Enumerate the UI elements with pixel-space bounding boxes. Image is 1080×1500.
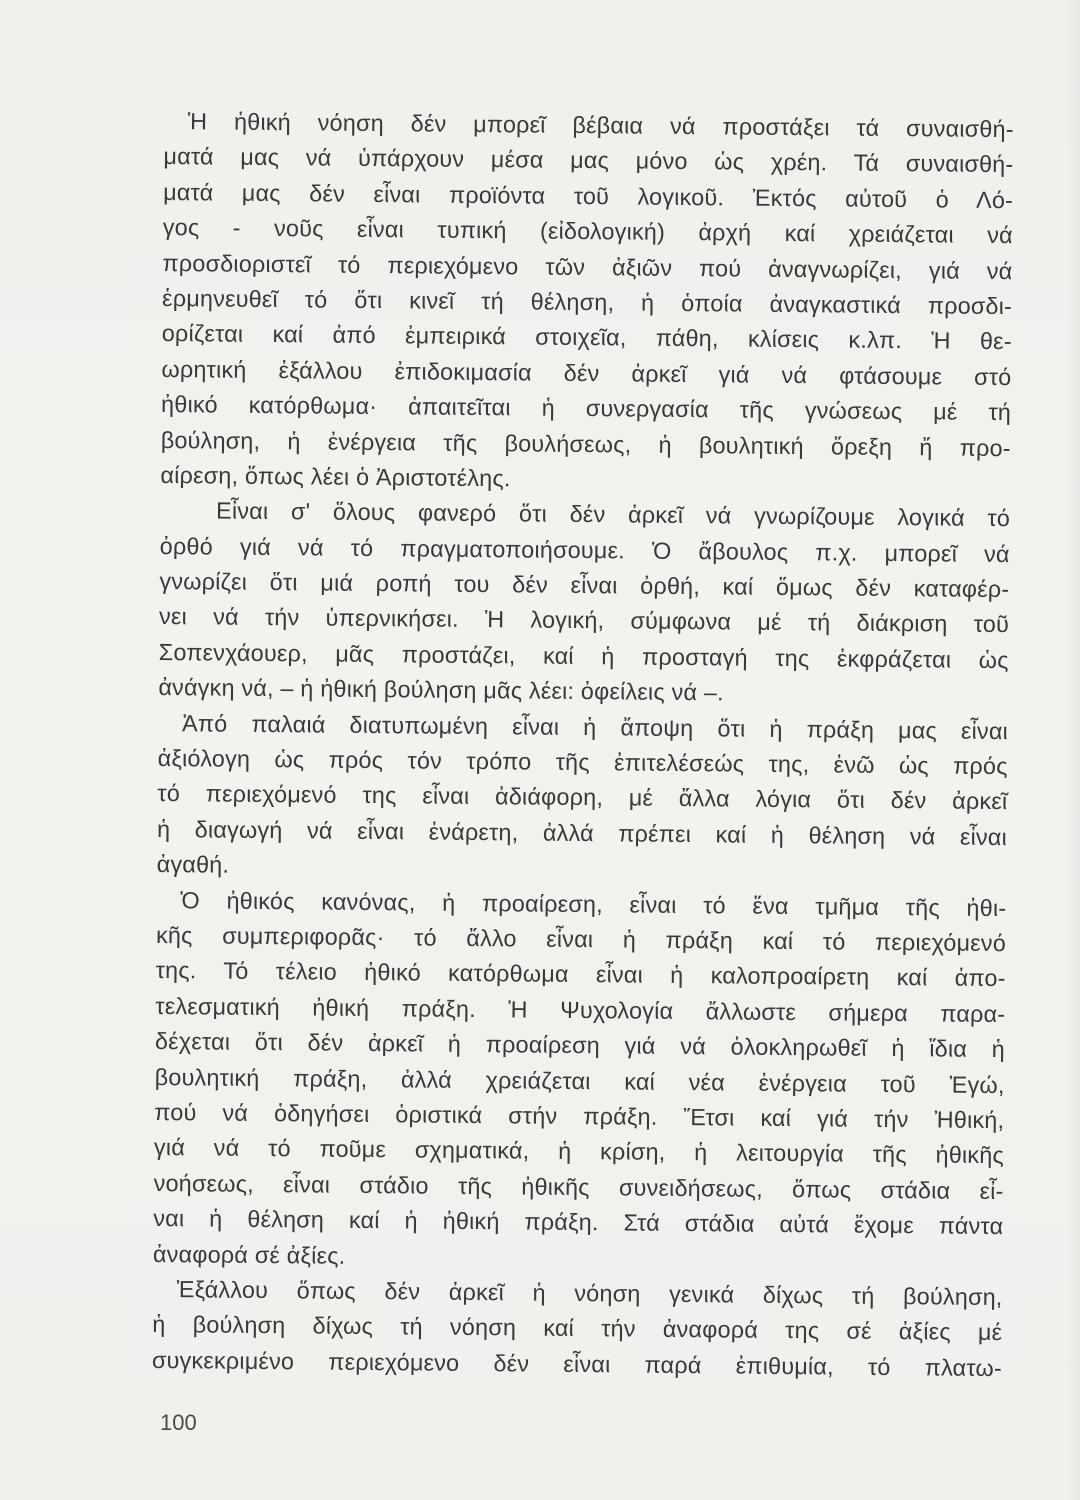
text-line: ἀξιόλογη ὡς πρός τόν τρόπο τῆς ἐπιτελέσεώς της, ἐνῶ ὡς πρός (157, 745, 1008, 780)
text-line: κῆς συμπεριφορᾶς· τό ἄλλο εἶναι ἡ πράξη καί τό περιεχόμενό (155, 921, 1007, 957)
text-line: Ἀπό παλαιά διατυπωμένη εἶναι ἡ ἄποψη ὅτι ἡ πράξη μας εἶναι (181, 709, 1009, 744)
paragraph-1 (160, 104, 1014, 501)
text-line: ἀνάγκη νά, – ἡ ἠθική βούληση μᾶς λέει: ὀφείλεις νά –. (158, 674, 724, 706)
text-line: ναι ἡ θέληση καί ἡ ἠθική πράξη. Στά στάδια αὐτά ἔχομε πάντα (153, 1205, 1004, 1240)
text-line: ὀρθό γιά νά τό πραγματοποιήσουμε. Ὁ ἄβουλος π.χ. μπορεῖ νά (159, 532, 1010, 567)
text-line: γνωρίζει ὅτι μιά ροπή του δέν εἶναι ὀρθή, καί ὅμως δέν καταφέρ- (159, 568, 1010, 603)
text-line: αίρεση, ὅπως λέει ὁ Ἀριστοτέλης. (160, 461, 511, 492)
text-line: δέχεται ὅτι δέν ἀρκεῖ ἡ προαίρεση γιά νά ὁλοκληρωθεῖ ἡ ἴδια ἡ (154, 1028, 1006, 1063)
text-line: ωρητική ἐξάλλου ἐπιδοκιμασία δέν ἀρκεῖ γιά νά φτάσουμε στό (161, 355, 1012, 390)
text-line: ματά μας δέν εἶναι προϊόντα τοῦ λογικοῦ. Ἐκτός αὐτοῦ ὁ Λό- (163, 178, 1014, 213)
text-line: Ἡ ἠθική νόηση δέν μπορεῖ βέβαια νά προστάξει τά συναισθή- (187, 108, 1014, 143)
text-line: ἡ βούληση δίχως τή νόηση καί τήν ἀναφορά της σέ ἀξίες μέ (152, 1311, 1003, 1346)
paragraph-3 (157, 706, 1009, 891)
text-line: πού νά ὁδηγήσει ὁριστικά στήν πράξη. Ἔτσι καί γιά τήν Ἠθική, (154, 1098, 1005, 1134)
body-text (152, 104, 1014, 1386)
text-line: της. Τό τέλειο ἠθικό κατόρθωμα εἶναι ἡ καλοπροαίρετη καί ἀπο- (155, 957, 1006, 992)
text-line: νοήσεως, εἶναι στάδιο τῆς ἠθικῆς συνειδήσεως, ὅπως στάδια εἶ- (153, 1169, 1004, 1204)
text-line: ματά μας νά ὑπάρχουν μέσα μας μόνο ὡς χρέη. Τά συναισθή- (163, 143, 1014, 178)
text-line: προσδιοριστεῖ τό περιεχόμενο τῶν ἀξιῶν πού ἀναγνωρίζει, γιά νά (162, 249, 1013, 284)
text-line: ἡ διαγωγή νά εἶναι ἐνάρετη, ἀλλά πρέπει καί ἡ θέληση νά εἶναι (156, 815, 1008, 850)
text-line: γος - νοῦς εἶναι τυπική (εἰδολογική) ἀρχή καί χρειάζεται νά (162, 214, 1013, 249)
text-line: βούληση, ἡ ἐνέργεια τῆς βουλήσεως, ἡ βουλητική ὄρεξη ἤ προ- (160, 426, 1011, 461)
paragraph-2 (158, 493, 1010, 713)
text-line: ἀναφορά σέ ἀξίες. (152, 1240, 346, 1269)
page-edge-shadow (1066, 0, 1080, 1500)
page-number: 100 (160, 1410, 197, 1435)
text-line: Ἐξάλλου ὅπως δέν ἀρκεῖ ἡ νόηση γενικά δίχως τή βούληση, (176, 1276, 1003, 1310)
text-line: γιά νά τό ποῦμε σχηματικά, ἡ κρίση, ἡ λειτουργία τῆς ἠθικῆς (153, 1134, 1005, 1169)
paragraph-5 (152, 1272, 1003, 1386)
text-line: νει νά τήν ὑπερνικήσει. Ἡ λογική, σύμφωνα μέ τή διάκριση τοῦ (158, 603, 1010, 638)
text-line: ἑρμηνευθεῖ τό ὅτι κινεῖ τή θέληση, ἡ ὁποία ἀναγκαστικά προσδι- (162, 284, 1013, 320)
text-line: τελεσματική ἠθική πράξη. Ἡ Ψυχολογία ἄλλωστε σήμερα παρα- (155, 992, 1006, 1027)
text-line: βουλητική πράξη, ἀλλά χρειάζεται καί νέα ἐνέργεια τοῦ Ἐγώ, (154, 1063, 1005, 1098)
text-line: ἠθικό κατόρθωμα· ἀπαιτεῖται ἡ συνεργασία τῆς γνώσεως μέ τή (160, 391, 1012, 426)
text-line: Ὁ ἠθικός κανόνας, ἡ προαίρεση, εἶναι τό ἕνα τμῆμα τῆς ἠθι- (180, 886, 1007, 921)
text-line: τό περιεχόμενό της εἶναι ἀδιάφορη, μέ ἄλλα λόγια ὅτι δέν ἀρκεῖ (157, 780, 1008, 815)
text-line: ορίζεται καί ἀπό ἐμπειρικά στοιχεῖα, πάθη, κλίσεις κ.λπ. Ἡ θε- (161, 320, 1012, 355)
paragraph-4 (153, 883, 1007, 1280)
text-line: Εἶναι σ' ὅλους φανερό ὅτι δέν ἀρκεῖ νά γνωρίζουμε λογικά τό (215, 497, 1011, 532)
text-line: ἀγαθή. (156, 851, 230, 878)
text-line: Σοπενχάουερ, μᾶς προστάζει, καί ἡ προσταγή της ἐκφράζεται ὡς (158, 638, 1009, 673)
text-line: συγκεκριμένο περιεχόμενο δέν εἶναι παρά ἐπιθυμία, τό πλατω- (151, 1346, 1003, 1381)
